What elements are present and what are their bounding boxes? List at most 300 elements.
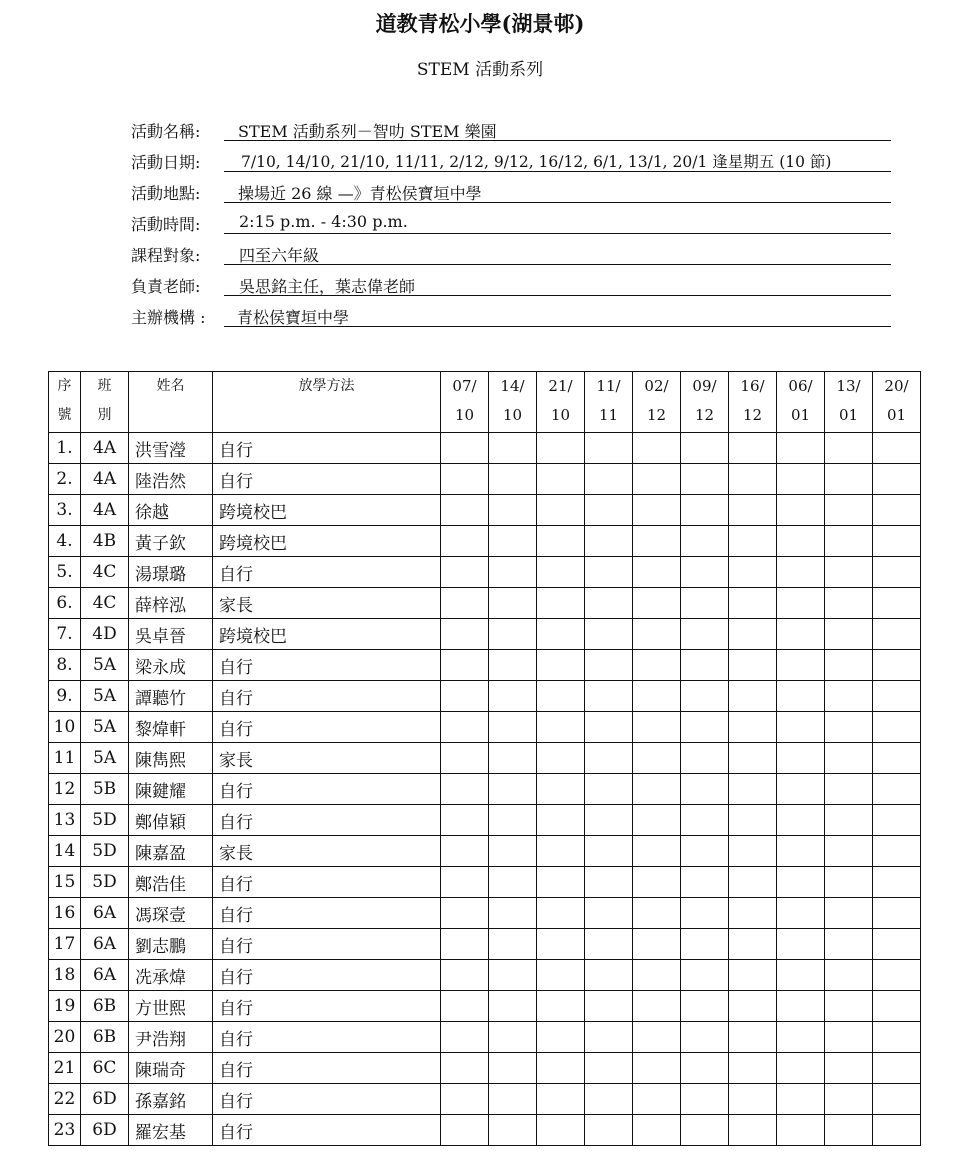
attendance-cell[interactable] bbox=[777, 960, 825, 991]
attendance-cell[interactable] bbox=[681, 1115, 729, 1146]
attendance-cell[interactable] bbox=[537, 743, 585, 774]
attendance-cell[interactable] bbox=[585, 805, 633, 836]
attendance-cell[interactable] bbox=[585, 557, 633, 588]
attendance-cell[interactable] bbox=[777, 495, 825, 526]
class-cell: 4D bbox=[81, 619, 129, 650]
underline bbox=[224, 171, 891, 172]
attendance-cell[interactable] bbox=[681, 650, 729, 681]
table-header-row bbox=[49, 372, 921, 433]
attendance-cell[interactable] bbox=[537, 960, 585, 991]
attendance-cell[interactable] bbox=[633, 588, 681, 619]
attendance-cell[interactable] bbox=[633, 805, 681, 836]
attendance-cell[interactable] bbox=[729, 929, 777, 960]
student-name-cell: 黃子欽 bbox=[129, 526, 213, 557]
attendance-cell[interactable] bbox=[873, 836, 921, 867]
attendance-cell[interactable] bbox=[441, 1115, 489, 1146]
info-value: 四至六年級 bbox=[239, 246, 320, 265]
serial-no-cell: 18 bbox=[49, 960, 81, 991]
dismissal-method-cell: 自行 bbox=[213, 433, 441, 464]
attendance-cell[interactable] bbox=[537, 991, 585, 1022]
attendance-cell[interactable] bbox=[681, 1084, 729, 1115]
attendance-cell[interactable] bbox=[633, 712, 681, 743]
attendance-cell[interactable] bbox=[633, 743, 681, 774]
attendance-cell[interactable] bbox=[585, 526, 633, 557]
dismissal-method-cell: 自行 bbox=[213, 929, 441, 960]
attendance-cell[interactable] bbox=[441, 1084, 489, 1115]
attendance-cell[interactable] bbox=[777, 867, 825, 898]
attendance-cell[interactable] bbox=[825, 681, 873, 712]
attendance-cell[interactable] bbox=[441, 1022, 489, 1053]
attendance-cell[interactable] bbox=[873, 588, 921, 619]
attendance-cell[interactable] bbox=[441, 433, 489, 464]
attendance-cell[interactable] bbox=[537, 526, 585, 557]
attendance-cell[interactable] bbox=[441, 1053, 489, 1084]
attendance-cell[interactable] bbox=[441, 464, 489, 495]
attendance-cell[interactable] bbox=[729, 557, 777, 588]
attendance-cell[interactable] bbox=[729, 991, 777, 1022]
attendance-cell[interactable] bbox=[729, 898, 777, 929]
attendance-cell[interactable] bbox=[585, 1053, 633, 1084]
class-cell: 4A bbox=[81, 495, 129, 526]
attendance-cell[interactable] bbox=[537, 898, 585, 929]
attendance-cell[interactable] bbox=[441, 557, 489, 588]
attendance-cell[interactable] bbox=[873, 991, 921, 1022]
attendance-cell[interactable] bbox=[873, 929, 921, 960]
attendance-cell[interactable] bbox=[873, 433, 921, 464]
attendance-cell[interactable] bbox=[441, 960, 489, 991]
attendance-table bbox=[48, 371, 921, 1146]
attendance-cell[interactable] bbox=[681, 743, 729, 774]
table-row bbox=[49, 712, 921, 743]
attendance-cell[interactable] bbox=[633, 929, 681, 960]
attendance-cell[interactable] bbox=[489, 867, 537, 898]
attendance-cell[interactable] bbox=[873, 1115, 921, 1146]
attendance-cell[interactable] bbox=[633, 526, 681, 557]
attendance-cell[interactable] bbox=[777, 1115, 825, 1146]
attendance-cell[interactable] bbox=[825, 619, 873, 650]
attendance-cell[interactable] bbox=[585, 929, 633, 960]
attendance-cell[interactable] bbox=[873, 712, 921, 743]
attendance-cell[interactable] bbox=[825, 898, 873, 929]
table-row bbox=[49, 650, 921, 681]
attendance-cell[interactable] bbox=[633, 836, 681, 867]
attendance-cell[interactable] bbox=[873, 1053, 921, 1084]
serial-no-cell: 3. bbox=[49, 495, 81, 526]
serial-no-cell: 6. bbox=[49, 588, 81, 619]
attendance-cell[interactable] bbox=[681, 991, 729, 1022]
attendance-cell[interactable] bbox=[777, 929, 825, 960]
attendance-cell[interactable] bbox=[633, 681, 681, 712]
header-name: 姓名 bbox=[129, 372, 213, 433]
attendance-cell[interactable] bbox=[825, 464, 873, 495]
student-name-cell: 鄭倬穎 bbox=[129, 805, 213, 836]
attendance-cell[interactable] bbox=[873, 1022, 921, 1053]
attendance-cell[interactable] bbox=[537, 867, 585, 898]
serial-no-cell: 20 bbox=[49, 1022, 81, 1053]
attendance-cell[interactable] bbox=[585, 898, 633, 929]
info-value: STEM 活動系列－智叻 STEM 樂園 bbox=[238, 122, 497, 141]
attendance-cell[interactable] bbox=[537, 588, 585, 619]
attendance-cell[interactable] bbox=[825, 495, 873, 526]
attendance-cell[interactable] bbox=[441, 743, 489, 774]
attendance-cell[interactable] bbox=[681, 805, 729, 836]
attendance-cell[interactable] bbox=[873, 464, 921, 495]
class-cell: 4A bbox=[81, 464, 129, 495]
serial-no-cell: 11 bbox=[49, 743, 81, 774]
student-name-cell: 黎煒軒 bbox=[129, 712, 213, 743]
info-value: 操場近 26 線 —》青松侯寶垣中學 bbox=[238, 184, 482, 203]
dismissal-method-cell: 自行 bbox=[213, 712, 441, 743]
attendance-cell[interactable] bbox=[537, 712, 585, 743]
attendance-cell[interactable] bbox=[633, 960, 681, 991]
attendance-cell[interactable] bbox=[441, 898, 489, 929]
attendance-cell[interactable] bbox=[489, 557, 537, 588]
dismissal-method-cell: 家長 bbox=[213, 588, 441, 619]
attendance-cell[interactable] bbox=[489, 1022, 537, 1053]
attendance-cell[interactable] bbox=[489, 1084, 537, 1115]
attendance-cell[interactable] bbox=[489, 898, 537, 929]
attendance-cell[interactable] bbox=[489, 433, 537, 464]
attendance-cell[interactable] bbox=[633, 1053, 681, 1084]
info-row-activity-date bbox=[131, 147, 891, 178]
document-title: 道教青松小學(湖景邨) bbox=[375, 11, 585, 36]
attendance-cell[interactable] bbox=[681, 619, 729, 650]
attendance-cell[interactable] bbox=[537, 495, 585, 526]
attendance-cell[interactable] bbox=[825, 805, 873, 836]
attendance-cell[interactable] bbox=[537, 1053, 585, 1084]
attendance-cell[interactable] bbox=[537, 929, 585, 960]
attendance-cell[interactable] bbox=[441, 619, 489, 650]
attendance-cell[interactable] bbox=[585, 836, 633, 867]
attendance-cell[interactable] bbox=[633, 1084, 681, 1115]
attendance-cell[interactable] bbox=[489, 805, 537, 836]
class-cell: 6D bbox=[81, 1084, 129, 1115]
attendance-cell[interactable] bbox=[825, 1084, 873, 1115]
attendance-cell[interactable] bbox=[681, 1022, 729, 1053]
attendance-cell[interactable] bbox=[873, 774, 921, 805]
attendance-cell[interactable] bbox=[729, 836, 777, 867]
attendance-cell[interactable] bbox=[825, 774, 873, 805]
student-name-cell: 尹浩翔 bbox=[129, 1022, 213, 1053]
attendance-cell[interactable] bbox=[537, 681, 585, 712]
attendance-cell[interactable] bbox=[633, 774, 681, 805]
attendance-cell[interactable] bbox=[729, 619, 777, 650]
attendance-cell[interactable] bbox=[489, 712, 537, 743]
attendance-cell[interactable] bbox=[729, 743, 777, 774]
student-name-cell: 陸浩然 bbox=[129, 464, 213, 495]
attendance-cell[interactable] bbox=[873, 650, 921, 681]
attendance-cell[interactable] bbox=[489, 774, 537, 805]
attendance-cell[interactable] bbox=[729, 712, 777, 743]
attendance-cell[interactable] bbox=[825, 991, 873, 1022]
attendance-cell[interactable] bbox=[777, 805, 825, 836]
dismissal-method-cell: 家長 bbox=[213, 743, 441, 774]
table-row bbox=[49, 588, 921, 619]
attendance-cell[interactable] bbox=[825, 867, 873, 898]
attendance-cell[interactable] bbox=[633, 867, 681, 898]
table-row bbox=[49, 960, 921, 991]
attendance-cell[interactable] bbox=[873, 743, 921, 774]
attendance-cell[interactable] bbox=[537, 464, 585, 495]
attendance-cell[interactable] bbox=[441, 588, 489, 619]
attendance-cell[interactable] bbox=[441, 526, 489, 557]
class-cell: 5D bbox=[81, 836, 129, 867]
attendance-cell[interactable] bbox=[489, 464, 537, 495]
attendance-cell[interactable] bbox=[873, 681, 921, 712]
attendance-cell[interactable] bbox=[633, 433, 681, 464]
info-row-target-students bbox=[131, 240, 891, 271]
class-cell: 5B bbox=[81, 774, 129, 805]
attendance-cell[interactable] bbox=[681, 526, 729, 557]
attendance-cell[interactable] bbox=[777, 743, 825, 774]
attendance-cell[interactable] bbox=[585, 619, 633, 650]
attendance-cell[interactable] bbox=[585, 867, 633, 898]
underline bbox=[224, 233, 891, 234]
attendance-cell[interactable] bbox=[537, 1084, 585, 1115]
attendance-cell[interactable] bbox=[873, 495, 921, 526]
attendance-cell[interactable] bbox=[777, 681, 825, 712]
attendance-cell[interactable] bbox=[633, 1022, 681, 1053]
info-label: 活動日期: bbox=[131, 153, 201, 172]
attendance-cell[interactable] bbox=[777, 588, 825, 619]
attendance-cell[interactable] bbox=[825, 433, 873, 464]
attendance-cell[interactable] bbox=[489, 743, 537, 774]
attendance-cell[interactable] bbox=[681, 464, 729, 495]
attendance-cell[interactable] bbox=[825, 1115, 873, 1146]
attendance-cell[interactable] bbox=[441, 681, 489, 712]
attendance-cell[interactable] bbox=[729, 433, 777, 464]
attendance-cell[interactable] bbox=[537, 1115, 585, 1146]
class-cell: 6D bbox=[81, 1115, 129, 1146]
attendance-cell[interactable] bbox=[729, 774, 777, 805]
attendance-cell[interactable] bbox=[681, 836, 729, 867]
attendance-cell[interactable] bbox=[489, 991, 537, 1022]
student-name-cell: 徐越 bbox=[129, 495, 213, 526]
attendance-cell[interactable] bbox=[537, 619, 585, 650]
dismissal-method-cell: 自行 bbox=[213, 681, 441, 712]
attendance-cell[interactable] bbox=[825, 1053, 873, 1084]
attendance-cell[interactable] bbox=[729, 526, 777, 557]
student-name-cell: 吳卓晉 bbox=[129, 619, 213, 650]
dismissal-method-cell: 家長 bbox=[213, 836, 441, 867]
attendance-cell[interactable] bbox=[825, 1022, 873, 1053]
attendance-cell[interactable] bbox=[441, 712, 489, 743]
attendance-cell[interactable] bbox=[585, 1022, 633, 1053]
attendance-cell[interactable] bbox=[489, 588, 537, 619]
attendance-cell[interactable] bbox=[585, 774, 633, 805]
attendance-cell[interactable] bbox=[777, 898, 825, 929]
attendance-cell[interactable] bbox=[825, 929, 873, 960]
attendance-cell[interactable] bbox=[537, 805, 585, 836]
attendance-cell[interactable] bbox=[441, 836, 489, 867]
attendance-cell[interactable] bbox=[441, 805, 489, 836]
student-name-cell: 劉志鵬 bbox=[129, 929, 213, 960]
attendance-cell[interactable] bbox=[729, 960, 777, 991]
attendance-cell[interactable] bbox=[681, 960, 729, 991]
attendance-cell[interactable] bbox=[633, 464, 681, 495]
attendance-cell[interactable] bbox=[777, 464, 825, 495]
attendance-cell[interactable] bbox=[681, 495, 729, 526]
student-name-cell: 馮琛壹 bbox=[129, 898, 213, 929]
attendance-cell[interactable] bbox=[681, 712, 729, 743]
serial-no-cell: 5. bbox=[49, 557, 81, 588]
attendance-cell[interactable] bbox=[729, 650, 777, 681]
attendance-cell[interactable] bbox=[729, 464, 777, 495]
attendance-cell[interactable] bbox=[825, 588, 873, 619]
attendance-cell[interactable] bbox=[729, 588, 777, 619]
attendance-cell[interactable] bbox=[585, 743, 633, 774]
attendance-cell[interactable] bbox=[777, 557, 825, 588]
info-row-activity-venue bbox=[131, 178, 891, 209]
attendance-cell[interactable] bbox=[489, 960, 537, 991]
attendance-cell[interactable] bbox=[825, 650, 873, 681]
attendance-cell[interactable] bbox=[489, 836, 537, 867]
attendance-cell[interactable] bbox=[873, 960, 921, 991]
attendance-cell[interactable] bbox=[873, 619, 921, 650]
serial-no-cell: 21 bbox=[49, 1053, 81, 1084]
attendance-cell[interactable] bbox=[585, 1084, 633, 1115]
attendance-cell[interactable] bbox=[633, 1115, 681, 1146]
attendance-cell[interactable] bbox=[825, 960, 873, 991]
attendance-cell[interactable] bbox=[777, 619, 825, 650]
attendance-cell[interactable] bbox=[777, 991, 825, 1022]
attendance-cell[interactable] bbox=[585, 433, 633, 464]
attendance-cell[interactable] bbox=[585, 991, 633, 1022]
attendance-cell[interactable] bbox=[681, 588, 729, 619]
attendance-cell[interactable] bbox=[585, 681, 633, 712]
serial-no-cell: 17 bbox=[49, 929, 81, 960]
serial-no-cell: 1. bbox=[49, 433, 81, 464]
attendance-cell[interactable] bbox=[633, 898, 681, 929]
attendance-cell[interactable] bbox=[537, 557, 585, 588]
activity-info bbox=[131, 116, 891, 333]
serial-no-cell: 13 bbox=[49, 805, 81, 836]
attendance-cell[interactable] bbox=[729, 1084, 777, 1115]
attendance-cell[interactable] bbox=[825, 526, 873, 557]
attendance-cell[interactable] bbox=[585, 960, 633, 991]
attendance-cell[interactable] bbox=[777, 712, 825, 743]
attendance-cell[interactable] bbox=[729, 805, 777, 836]
attendance-cell[interactable] bbox=[777, 1022, 825, 1053]
class-cell: 6A bbox=[81, 960, 129, 991]
attendance-cell[interactable] bbox=[681, 557, 729, 588]
attendance-cell[interactable] bbox=[729, 1053, 777, 1084]
attendance-cell[interactable] bbox=[681, 1053, 729, 1084]
attendance-cell[interactable] bbox=[441, 991, 489, 1022]
attendance-cell[interactable] bbox=[537, 836, 585, 867]
attendance-cell[interactable] bbox=[777, 836, 825, 867]
table-row bbox=[49, 526, 921, 557]
attendance-cell[interactable] bbox=[441, 867, 489, 898]
attendance-cell[interactable] bbox=[489, 526, 537, 557]
table-row bbox=[49, 681, 921, 712]
class-cell: 4B bbox=[81, 526, 129, 557]
attendance-cell[interactable] bbox=[681, 929, 729, 960]
attendance-cell[interactable] bbox=[729, 1115, 777, 1146]
attendance-cell[interactable] bbox=[585, 464, 633, 495]
attendance-cell[interactable] bbox=[585, 588, 633, 619]
attendance-cell[interactable] bbox=[681, 681, 729, 712]
attendance-cell[interactable] bbox=[873, 805, 921, 836]
table-row bbox=[49, 464, 921, 495]
attendance-cell[interactable] bbox=[729, 1022, 777, 1053]
attendance-cell[interactable] bbox=[873, 898, 921, 929]
attendance-cell[interactable] bbox=[825, 712, 873, 743]
attendance-cell[interactable] bbox=[777, 1084, 825, 1115]
attendance-cell[interactable] bbox=[681, 774, 729, 805]
dismissal-method-cell: 自行 bbox=[213, 898, 441, 929]
info-label: 活動名稱: bbox=[131, 122, 201, 141]
attendance-cell[interactable] bbox=[873, 526, 921, 557]
attendance-cell[interactable] bbox=[585, 712, 633, 743]
attendance-cell[interactable] bbox=[441, 650, 489, 681]
dismissal-method-cell: 跨境校巴 bbox=[213, 495, 441, 526]
attendance-cell[interactable] bbox=[489, 929, 537, 960]
attendance-cell[interactable] bbox=[633, 991, 681, 1022]
header-date: 13/ 01 bbox=[825, 372, 873, 433]
attendance-cell[interactable] bbox=[873, 867, 921, 898]
attendance-cell[interactable] bbox=[537, 650, 585, 681]
attendance-cell[interactable] bbox=[489, 1053, 537, 1084]
attendance-cell[interactable] bbox=[441, 929, 489, 960]
attendance-cell[interactable] bbox=[729, 867, 777, 898]
attendance-cell[interactable] bbox=[489, 1115, 537, 1146]
attendance-cell[interactable] bbox=[585, 495, 633, 526]
header-date: 14/ 10 bbox=[489, 372, 537, 433]
attendance-cell[interactable] bbox=[537, 774, 585, 805]
student-name-cell: 梁永成 bbox=[129, 650, 213, 681]
attendance-cell[interactable] bbox=[633, 557, 681, 588]
student-name-cell: 薛梓泓 bbox=[129, 588, 213, 619]
attendance-cell[interactable] bbox=[585, 1115, 633, 1146]
class-cell: 5A bbox=[81, 743, 129, 774]
info-label: 負責老師: bbox=[131, 277, 201, 296]
table-row bbox=[49, 867, 921, 898]
attendance-cell[interactable] bbox=[873, 557, 921, 588]
class-cell: 4C bbox=[81, 588, 129, 619]
attendance-cell[interactable] bbox=[777, 650, 825, 681]
attendance-cell[interactable] bbox=[681, 867, 729, 898]
attendance-cell[interactable] bbox=[777, 433, 825, 464]
attendance-cell[interactable] bbox=[633, 650, 681, 681]
attendance-cell[interactable] bbox=[489, 619, 537, 650]
attendance-cell[interactable] bbox=[489, 650, 537, 681]
attendance-cell[interactable] bbox=[729, 495, 777, 526]
attendance-cell[interactable] bbox=[441, 495, 489, 526]
attendance-cell[interactable] bbox=[537, 433, 585, 464]
header-date: 06/ 01 bbox=[777, 372, 825, 433]
attendance-cell[interactable] bbox=[633, 619, 681, 650]
attendance-cell[interactable] bbox=[441, 774, 489, 805]
attendance-cell[interactable] bbox=[777, 526, 825, 557]
student-name-cell: 羅宏基 bbox=[129, 1115, 213, 1146]
attendance-cell[interactable] bbox=[585, 650, 633, 681]
attendance-cell[interactable] bbox=[681, 433, 729, 464]
attendance-cell[interactable] bbox=[825, 557, 873, 588]
attendance-cell[interactable] bbox=[825, 743, 873, 774]
attendance-cell[interactable] bbox=[633, 495, 681, 526]
attendance-cell[interactable] bbox=[681, 898, 729, 929]
attendance-cell[interactable] bbox=[489, 681, 537, 712]
attendance-cell[interactable] bbox=[729, 681, 777, 712]
attendance-cell[interactable] bbox=[537, 1022, 585, 1053]
attendance-cell[interactable] bbox=[873, 1084, 921, 1115]
dismissal-method-cell: 自行 bbox=[213, 650, 441, 681]
attendance-cell[interactable] bbox=[489, 495, 537, 526]
attendance-cell[interactable] bbox=[777, 1053, 825, 1084]
attendance-cell[interactable] bbox=[777, 774, 825, 805]
attendance-cell[interactable] bbox=[825, 836, 873, 867]
